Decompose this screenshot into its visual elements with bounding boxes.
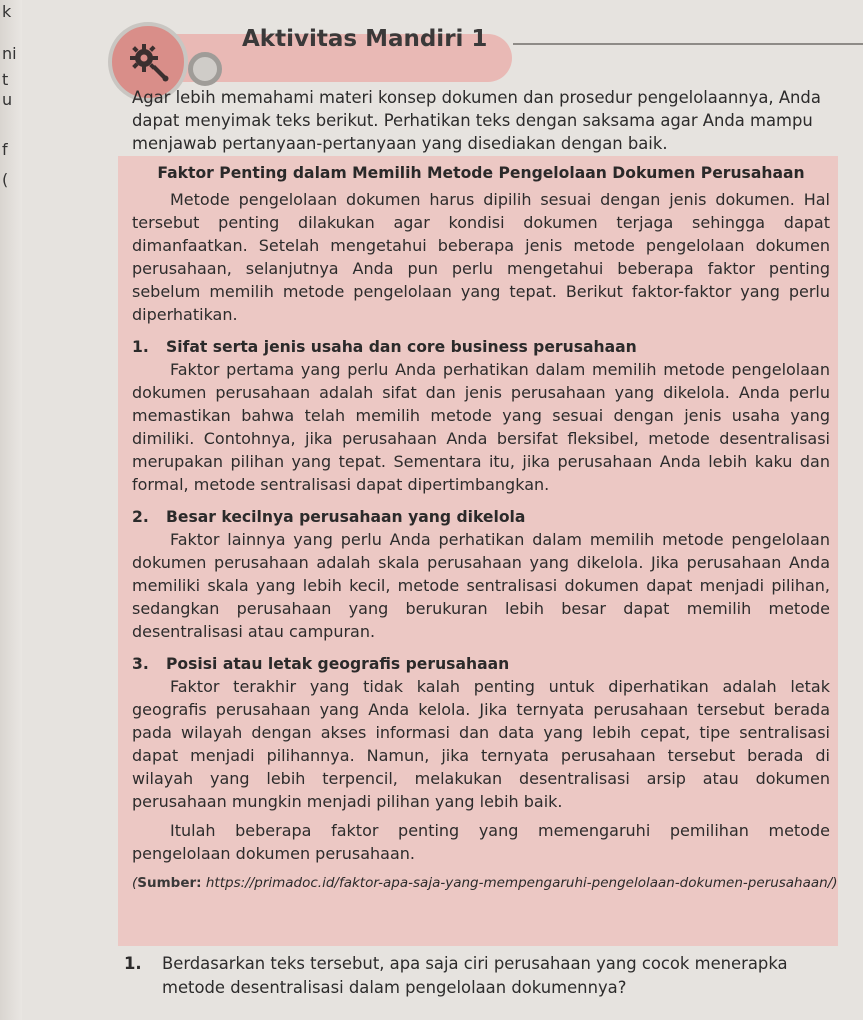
edge-letter: ( xyxy=(2,170,9,189)
question-line: Berdasarkan teks tersebut, apa saja ciri perusahaan yang cocok menerapka xyxy=(162,954,788,973)
section-number: 3. xyxy=(132,655,149,673)
factor-section-3 xyxy=(132,653,830,813)
section-heading xyxy=(132,506,830,528)
question-1 xyxy=(124,952,863,1000)
intro-line: menjawab pertanyaan-pertanyaan yang disediakan dengan baik. xyxy=(132,134,668,153)
article-title: Faktor Penting dalam Memilih Metode Pengelolaan Dokumen Perusahaan xyxy=(157,164,805,182)
edge-letter: ni xyxy=(2,44,17,63)
section-heading xyxy=(132,653,830,675)
edge-letter: f xyxy=(2,140,8,159)
intro-line: Agar lebih memahami materi konsep dokumen dan prosedur pengelolaannya, Anda xyxy=(132,88,821,107)
source-citation: (Sumber: https://primadoc.id/faktor-apa-saja-yang-mempengaruhi-pengelolaan-dokumen-perusahaan/) xyxy=(132,875,838,891)
source-label: Sumber: xyxy=(137,875,202,891)
decorative-knob xyxy=(188,52,222,86)
section-title: Sifat serta jenis usaha dan core business perusahaan xyxy=(166,338,637,356)
section-body: Faktor pertama yang perlu Anda perhatikan dalam memilih metode pengelolaan dokumen perusahaan adalah sifat dan jenis perusahaan yang dikelola. Anda perlu memastikan bahwa telah memilih metode yang sesuai dengan jenis usaha yang dimiliki. Contohnya, jika perusahaan Anda bersifat fleksibel, metode desentralisasi merupakan pilihan yang tepat. Sementara itu, jika perusahaan Anda lebih kaku dan formal, metode sentralisasi dapat dipertimbangkan. xyxy=(132,360,830,494)
edge-letter: u xyxy=(2,90,13,109)
title-divider xyxy=(513,43,863,45)
section-number: 2. xyxy=(132,508,149,526)
article-opening: Metode pengelolaan dokumen harus dipilih sesuai dengan jenis dokumen. Hal tersebut penting dilakukan agar kondisi dokumen terjaga sehingga dapat dimanfaatkan. Setelah mengetahui beberapa jenis metode pengelolaan dokumen perusahaan, selanjutnya Anda pun perlu mengetahui beberapa faktor penting sebelum memilih metode pengelolaan yang tepat. Berikut faktor-faktor yang perlu diperhatikan. xyxy=(132,190,830,324)
section-title: Besar kecilnya perusahaan yang dikelola xyxy=(166,508,526,526)
source-url: https://primadoc.id/faktor-apa-saja-yang-mempengaruhi-pengelolaan-dokumen-perusahaan/ xyxy=(205,875,833,891)
edge-letter: t xyxy=(2,70,9,89)
section-title: Posisi atau letak geografis perusahaan xyxy=(166,655,510,673)
page-title: Aktivitas Mandiri 1 xyxy=(242,26,488,52)
article-box xyxy=(118,156,838,946)
intro-line: dapat menyimak teks berikut. Perhatikan teks dengan saksama agar Anda mampu xyxy=(132,111,813,130)
section-body: Faktor lainnya yang perlu Anda perhatikan dalam memilih metode pengelolaan dokumen perusahaan adalah skala perusahaan yang dikelola. Jika perusahaan Anda memiliki skala yang lebih kecil, metode sentralisasi dokumen dapat menjadi pilihan, sedangkan perusahaan yang berukuran lebih besar dapat memilih metode desentralisasi atau campuran. xyxy=(132,530,830,641)
edge-letter: k xyxy=(2,2,12,21)
question-number: 1. xyxy=(124,954,142,973)
gear-wrench-icon xyxy=(124,38,172,86)
section-heading xyxy=(132,336,830,358)
article-closing: Itulah beberapa faktor penting yang memengaruhi pemilihan metode pengelolaan dokumen perusahaan. xyxy=(132,821,830,863)
factor-section-2 xyxy=(132,506,830,643)
factor-section-1 xyxy=(132,336,830,496)
question-line: metode desentralisasi dalam pengelolaan dokumennya? xyxy=(162,978,627,997)
activity-header xyxy=(108,16,863,86)
section-number: 1. xyxy=(132,338,149,356)
intro-text xyxy=(132,86,821,155)
section-body: Faktor terakhir yang tidak kalah penting untuk diperhatikan adalah letak geografis perusahaan yang Anda kelola. Jika ternyata perusahaan tersebut berada pada wilayah dengan akses informasi dan data yang lebih cepat, tipe sentralisasi dapat menjadi pilihannya. Namun, jika ternyata perusahaan tersebut berada di wilayah yang lebih terpencil, melakukan desentralisasi arsip atau dokumen perusahaan mungkin menjadi pilihan yang lebih baik. xyxy=(132,677,830,811)
